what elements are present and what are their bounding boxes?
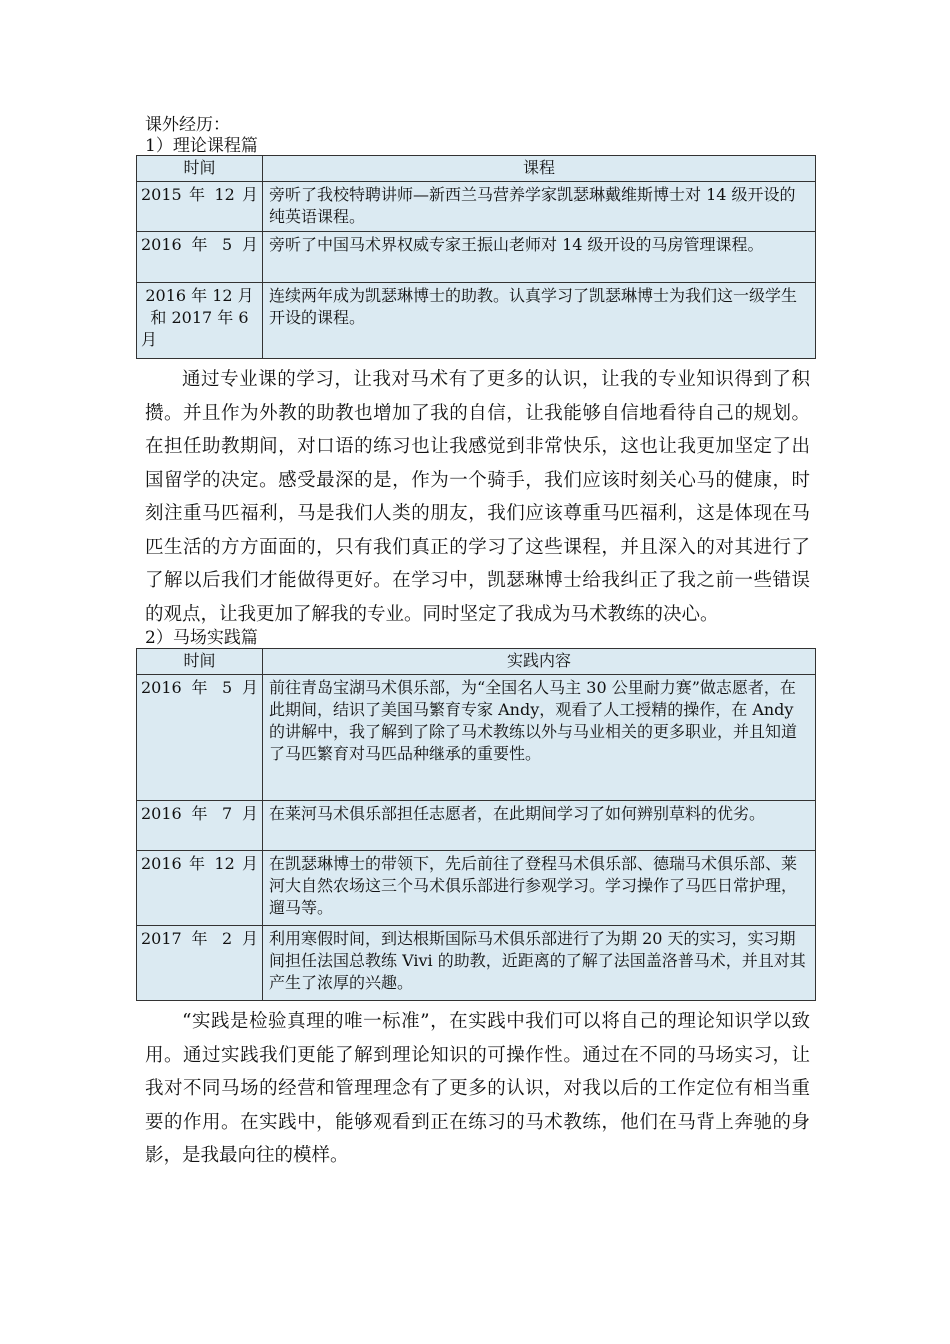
row-time: 2016 年 12 月 xyxy=(137,851,263,926)
table-row xyxy=(137,801,816,851)
section-title: 课外经历： xyxy=(145,115,230,135)
paragraph-theory-reflection: 通过专业课的学习，让我对马术有了更多的认识，让我的专业知识得到了积攒。并且作为外教的助教也增加了我的自信，让我能够自信地看待自己的规划。在担任助教期间，对口语的练习也让我感觉到非常快乐，这也让我更加坚定了出国留学的决定。感受最深的是，作为一个骑手，我们应该时刻关心马的健康，时刻注重马匹福利，马是我们人类的朋友，我们应该尊重马匹福利，这是体现在马匹生活的方方面面的，只有我们真正的学习了这些课程，并且深入的对其进行了了解以后我们才能做得更好。在学习中，凯瑟琳博士给我纠正了我之前一些错误的观点，让我更加了解我的专业。同时坚定了我成为马术教练的决心。 xyxy=(145,369,810,625)
table-row xyxy=(137,675,816,801)
header-time: 时间 xyxy=(137,649,263,675)
row-content: 在莱河马术俱乐部担任志愿者，在此期间学习了如何辨别草料的优劣。 xyxy=(263,801,816,851)
row-time: 2016 年 5 月 xyxy=(137,232,263,283)
theory-title: 1）理论课程篇 xyxy=(145,136,258,156)
theory-table xyxy=(136,155,816,359)
practice-table xyxy=(136,648,816,1001)
table-row xyxy=(137,182,816,232)
table-row xyxy=(137,232,816,283)
row-time: 2016 年 5 月 xyxy=(137,675,263,801)
row-time: 2016 年 12 月和 2017 年 6 月 xyxy=(137,283,263,359)
table-row xyxy=(137,926,816,1001)
practice-title: 2）马场实践篇 xyxy=(145,628,258,648)
table-row xyxy=(137,851,816,926)
row-content: 利用寒假时间，到达根斯国际马术俱乐部进行了为期 20 天的实习，实习期间担任法国总教练 Vivi 的助教，近距离的了解了法国盖洛普马术，并且对其产生了浓厚的兴趣。 xyxy=(263,926,816,1001)
row-content: 在凯瑟琳博士的带领下，先后前往了登程马术俱乐部、德瑞马术俱乐部、莱河大自然农场这三个马术俱乐部进行参观学习。学习操作了马匹日常护理，遛马等。 xyxy=(263,851,816,926)
row-time: 2015 年 12 月 xyxy=(137,182,263,232)
row-time: 2016 年 7 月 xyxy=(137,801,263,851)
table-row xyxy=(137,283,816,359)
row-content: 连续两年成为凯瑟琳博士的助教。认真学习了凯瑟琳博士为我们这一级学生开设的课程。 xyxy=(263,283,816,359)
header-course: 课程 xyxy=(263,156,816,182)
header-time: 时间 xyxy=(137,156,263,182)
row-content: 旁听了中国马术界权威专家王振山老师对 14 级开设的马房管理课程。 xyxy=(263,232,816,283)
row-content: 旁听了我校特聘讲师—新西兰马营养学家凯瑟琳戴维斯博士对 14 级开设的纯英语课程。 xyxy=(263,182,816,232)
row-content: 前往青岛宝湖马术俱乐部，为“全国名人马主 30 公里耐力赛”做志愿者，在此期间，结识了美国马繁育专家 Andy，观看了人工授精的操作，在 Andy 的讲解中，我了解到了除了马术教练以外与马业相关的更多职业，并且知道了马匹繁育对马匹品种继承的重要性。 xyxy=(263,675,816,801)
paragraph-practice-reflection: “实践是检验真理的唯一标准”，在实践中我们可以将自己的理论知识学以致用。通过实践我们更能了解到理论知识的可操作性。通过在不同的马场实习，让我对不同马场的经营和管理理念有了更多的认识，对我以后的工作定位有相当重要的作用。在实践中，能够观看到正在练习的马术教练，他们在马背上奔驰的身影，是我最向往的模样。 xyxy=(145,1011,810,1166)
row-time: 2017 年 2 月 xyxy=(137,926,263,1001)
header-practice: 实践内容 xyxy=(263,649,816,675)
